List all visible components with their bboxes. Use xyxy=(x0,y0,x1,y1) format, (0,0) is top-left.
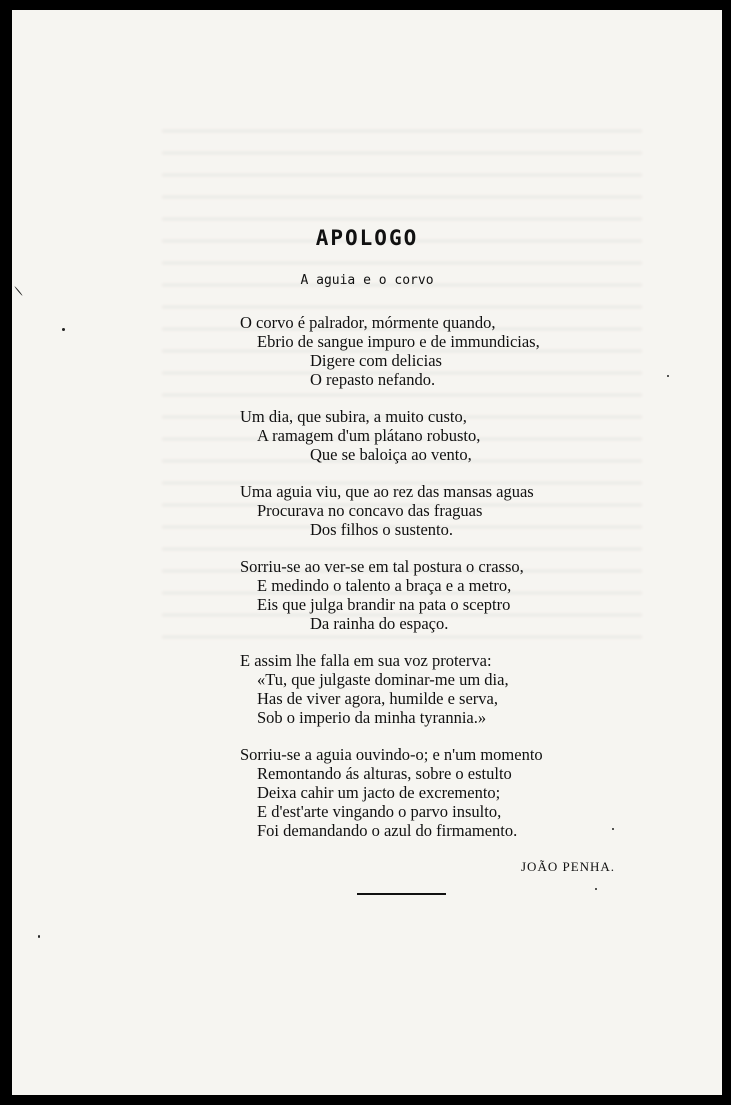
verse-line: E assim lhe falla em sua voz proterva: xyxy=(240,651,492,670)
verse-line: Um dia, que subira, a muito custo, xyxy=(240,407,467,426)
verse-line: A ramagem d'um plátano robusto, xyxy=(257,426,481,445)
stanza-5 xyxy=(240,651,680,727)
verse-line: E medindo o talento a braça e a metro, xyxy=(257,576,512,595)
verse-line: Eis que julga brandir na pata o sceptro xyxy=(257,595,511,614)
verse-line: Sorriu-se ao ver-se em tal postura o crasso, xyxy=(240,557,524,576)
verse-line: Ebrio de sangue impuro e de immundicias, xyxy=(257,332,540,351)
verse-line: «Tu, que julgaste dominar-me um dia, xyxy=(257,670,509,689)
stanza-2 xyxy=(240,407,680,464)
stanza-4 xyxy=(240,557,680,633)
poem-body xyxy=(240,313,680,858)
stanza-1 xyxy=(240,313,680,389)
document-page xyxy=(12,10,722,1095)
verse-line: Sorriu-se a aguia ouvindo-o; e n'um momento xyxy=(240,745,543,764)
verse-line: Da rainha do espaço. xyxy=(310,614,449,633)
verse-line: Uma aguia viu, que ao rez das mansas aguas xyxy=(240,482,534,501)
closing-rule xyxy=(357,893,446,895)
print-speck xyxy=(667,375,669,377)
verse-line: O repasto nefando. xyxy=(310,370,436,389)
poem-title: APOLOGO xyxy=(315,226,419,250)
verse-line: Foi demandando o azul do firmamento. xyxy=(257,821,518,840)
print-speck xyxy=(595,888,597,890)
verse-line: E d'est'arte vingando o parvo insulto, xyxy=(257,802,502,821)
verse-line: Deixa cahir um jacto de excremento; xyxy=(257,783,501,802)
author-signature: JOÃO PENHA. xyxy=(521,859,616,874)
verse-line: Dos filhos o sustento. xyxy=(310,520,454,539)
verse-line: O corvo é palrador, mórmente quando, xyxy=(240,313,496,332)
verse-line: Que se baloiça ao vento, xyxy=(310,445,472,464)
stanza-6 xyxy=(240,745,680,840)
stanza-3 xyxy=(240,482,680,539)
verse-line: Has de viver agora, humilde e serva, xyxy=(257,689,498,708)
verse-line: Procurava no concavo das fraguas xyxy=(257,501,483,520)
poem-subtitle: A aguia e o corvo xyxy=(300,273,434,288)
print-speck xyxy=(612,828,614,830)
verse-line: Digere com delicias xyxy=(310,351,442,370)
verse-line: Remontando ás alturas, sobre o estulto xyxy=(257,764,512,783)
print-speck xyxy=(38,935,40,938)
print-speck xyxy=(62,328,65,331)
verse-line: Sob o imperio da minha tyrannia.» xyxy=(257,708,487,727)
